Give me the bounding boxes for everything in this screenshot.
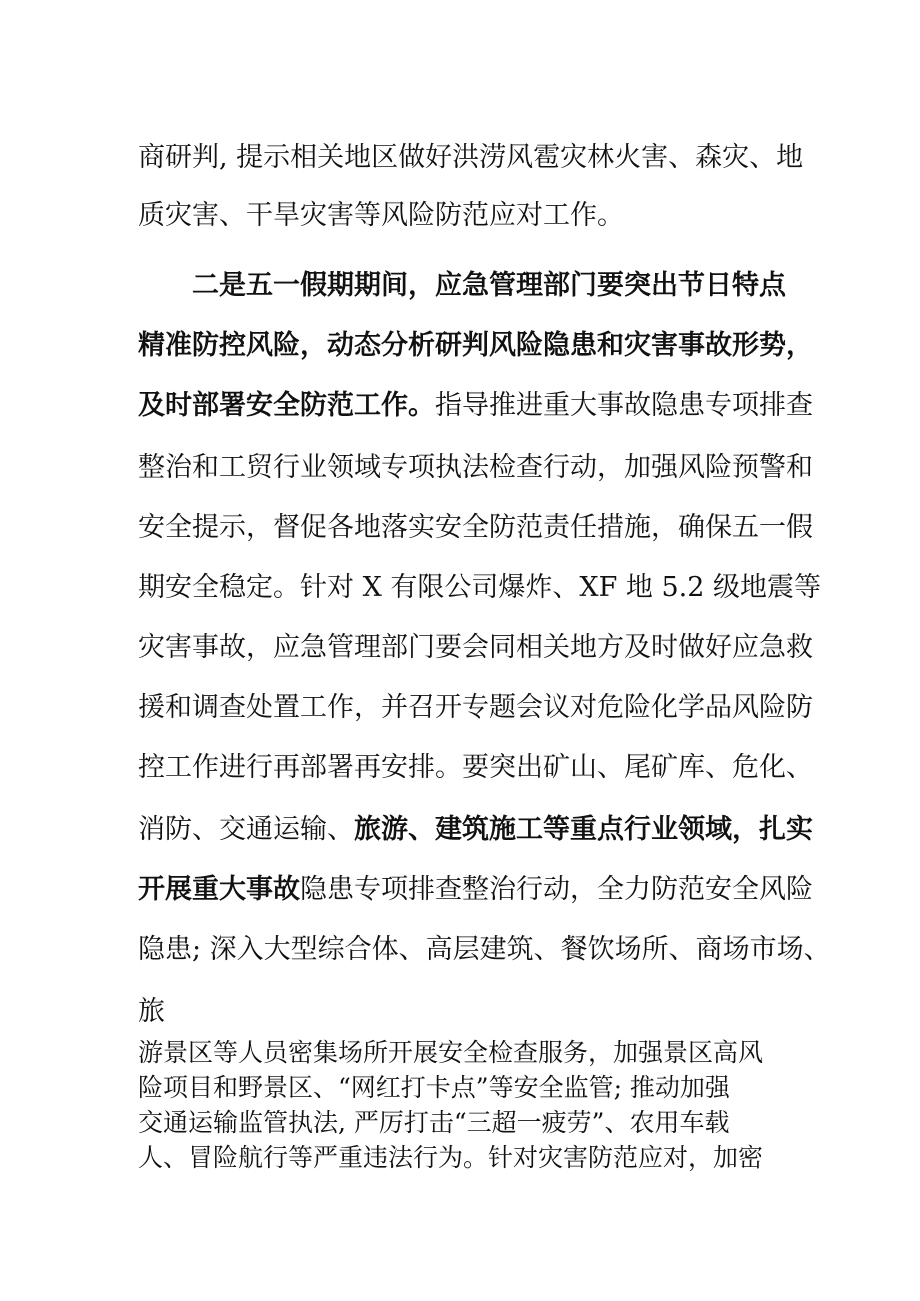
paragraph-line-mixed — [138, 388, 813, 424]
paragraph-line: 商研判, 提示相关地区做好洪涝风雹灾林火害、森灾、地 — [138, 142, 804, 173]
paragraph-line: 旅 — [138, 996, 165, 1027]
paragraph-line: 灾害事故，应急管理部门要会同相关地方及时做好应急救 — [138, 632, 813, 663]
paragraph-line: 隐患; 深入大型综合体、高层建筑、餐饮场所、商场市场、 — [138, 934, 831, 965]
paragraph-line: 援和调查处置工作，并召开专题会议对危险化学品风险防 — [138, 692, 813, 723]
paragraph-line-mixed — [138, 872, 813, 908]
paragraph-line-bold: 精准防控风险，动态分析研判风险隐患和灾害事故形势， — [138, 330, 813, 361]
bold-text: 及时部署安全防范工作。 — [138, 390, 435, 421]
paragraph-line: 期安全稳定。针对 X 有限公司爆炸、XF 地 5.2 级地震等 — [138, 572, 822, 603]
paragraph-line: 游景区等人员密集场所开展安全检查服务，加强景区高风 — [138, 1038, 764, 1067]
paragraph-line: 险项目和野景区、“网红打卡点”等安全监管; 推动加强 — [138, 1073, 730, 1102]
paragraph-line-mixed — [138, 812, 813, 848]
bold-text: 开展重大事故 — [138, 874, 300, 905]
paragraph-line: 控工作进行再部署再安排。要突出矿山、尾矿库、危化、 — [138, 752, 813, 783]
regular-text: 隐患专项排查整治行动，全力防范安全风险 — [300, 874, 813, 905]
paragraph-line: 整治和工贸行业领域专项执法检查行动，加强风险预警和 — [138, 452, 813, 483]
bold-text: 旅游、建筑施工等重点行业领域，扎实 — [354, 814, 813, 845]
paragraph-line: 安全提示，督促各地落实安全防范责任措施，确保五一假 — [138, 512, 813, 543]
regular-text: 消防、交通运输、 — [138, 814, 354, 845]
paragraph-line: 人、冒险航行等严重违法行为。针对灾害防范应对，加密 — [138, 1143, 764, 1172]
regular-text: 指导推进重大事故隐患专项排查 — [435, 390, 813, 421]
paragraph-line: 交通运输监管执法, 严厉打击“三超一疲劳”、农用车载 — [138, 1108, 730, 1137]
paragraph-line: 质灾害、干旱灾害等风险防范应对工作。 — [138, 200, 624, 231]
paragraph-line-bold: 二是五一假期期间，应急管理部门要突出节日特点 — [192, 270, 786, 301]
